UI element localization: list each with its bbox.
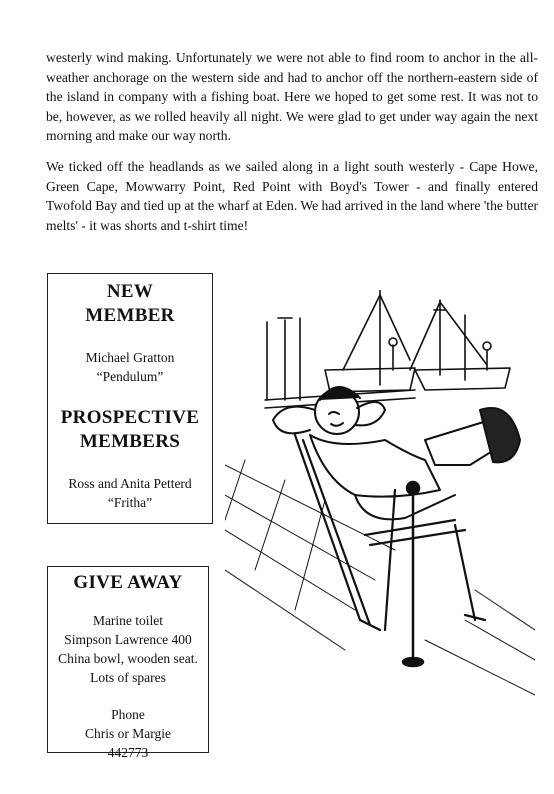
boats-icon — [325, 338, 510, 392]
prospective-members-heading: PROSPECTIVE MEMBERS — [60, 407, 200, 452]
members-notice-box — [47, 273, 213, 524]
giveaway-item: Simpson Lawrence 400 — [64, 632, 192, 647]
phone-number: 442773 — [107, 745, 149, 760]
new-member-name: Michael Gratton — [85, 350, 175, 365]
giveaway-item: Marine toilet — [92, 613, 164, 628]
bollard-icon — [403, 482, 423, 666]
prospective-members-boat: “Fritha” — [107, 495, 153, 510]
giveaway-item: China bowl, wooden seat. — [58, 651, 198, 666]
relaxing-sailor-illustration — [225, 290, 535, 700]
new-member-boat: “Pendulum” — [96, 369, 164, 384]
article-paragraph-2: We ticked off the headlands as we sailed along in a light south westerly - Cape Howe, Green Cape, Mowwarry Point, Red Point with Boyd's Tower - and finally entered Twofold Bay and tied up at the wharf at Eden. We had arrived in the land where 'the butter melts' - it was shorts and t-shirt time! — [46, 159, 539, 233]
phone-label: Phone — [111, 707, 145, 722]
masts-icon — [267, 290, 487, 400]
new-member-heading: NEW MEMBER — [85, 281, 175, 326]
sailor-figure-icon — [273, 387, 520, 519]
article-paragraph-1: westerly wind making. Unfortunately we were not able to find room to anchor in the all-weather anchorage on the western side and had to anchor off the northern-eastern side of the island in company with a fishing boat. Here we hoped to get some rest. It was not to be, however, as we rolled heavily all night. We were glad to get under way again the next morning and make our way north. — [46, 50, 538, 143]
giveaway-heading: GIVE AWAY — [73, 572, 183, 593]
giveaway-box — [47, 566, 209, 760]
giveaway-item: Lots of spares — [90, 670, 166, 685]
contact-names: Chris or Margie — [85, 726, 171, 741]
prospective-members-names: Ross and Anita Petterd — [68, 476, 192, 491]
